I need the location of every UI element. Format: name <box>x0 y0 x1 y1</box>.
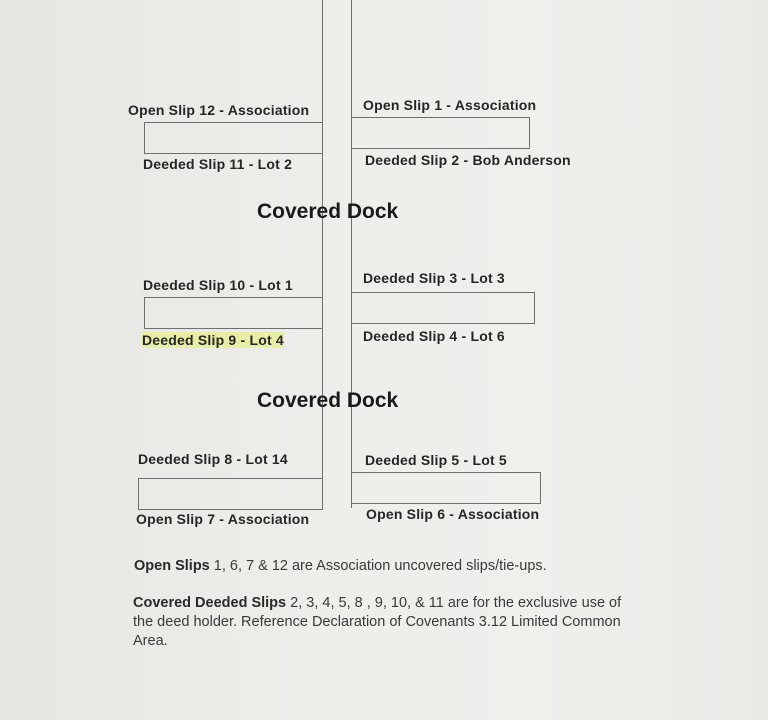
note-open-slips-text: 1, 6, 7 & 12 are Association uncovered slips/tie-ups. <box>209 558 547 574</box>
slip-box-3-4 <box>351 292 535 324</box>
slip-box-1-2 <box>351 117 530 149</box>
note-covered-lead: Covered Deeded Slips <box>133 595 287 611</box>
label-open-slip-12: Open Slip 12 - Association <box>128 102 310 118</box>
note-open-slips <box>134 557 654 576</box>
label-open-slip-1: Open Slip 1 - Association <box>363 97 537 113</box>
label-deeded-slip-9: Deeded Slip 9 - Lot 4 <box>142 332 284 348</box>
label-open-slip-6: Open Slip 6 - Association <box>366 506 540 522</box>
covered-dock-title-1: Covered Dock <box>257 200 399 223</box>
label-deeded-slip-3: Deeded Slip 3 - Lot 3 <box>363 270 505 286</box>
slip-box-8-7 <box>138 478 323 510</box>
slip-box-5-6 <box>351 472 541 504</box>
label-deeded-slip-4: Deeded Slip 4 - Lot 6 <box>363 328 505 344</box>
label-deeded-slip-8: Deeded Slip 8 - Lot 14 <box>138 451 288 467</box>
slip-box-10-9 <box>144 297 323 329</box>
label-deeded-slip-2: Deeded Slip 2 - Bob Anderson <box>365 152 571 168</box>
note-open-slips-lead: Open Slips <box>134 558 210 574</box>
walkway-left-edge <box>322 0 323 508</box>
label-deeded-slip-11: Deeded Slip 11 - Lot 2 <box>143 156 293 172</box>
walkway-right-edge <box>351 0 352 508</box>
label-open-slip-7: Open Slip 7 - Association <box>136 511 310 527</box>
label-deeded-slip-5: Deeded Slip 5 - Lot 5 <box>365 452 507 468</box>
label-deeded-slip-10: Deeded Slip 10 - Lot 1 <box>143 277 293 293</box>
note-covered-deeded-slips <box>133 594 633 651</box>
slip-box-12-11 <box>144 122 323 154</box>
covered-dock-title-2: Covered Dock <box>257 389 399 412</box>
note-covered-text: 2, 3, 4, 5, 8 , 9, 10, & 11 are for the exclusive use of the deed holder. Reference Declaration of Covenants 3.12 Limited Common Area. <box>133 595 622 649</box>
